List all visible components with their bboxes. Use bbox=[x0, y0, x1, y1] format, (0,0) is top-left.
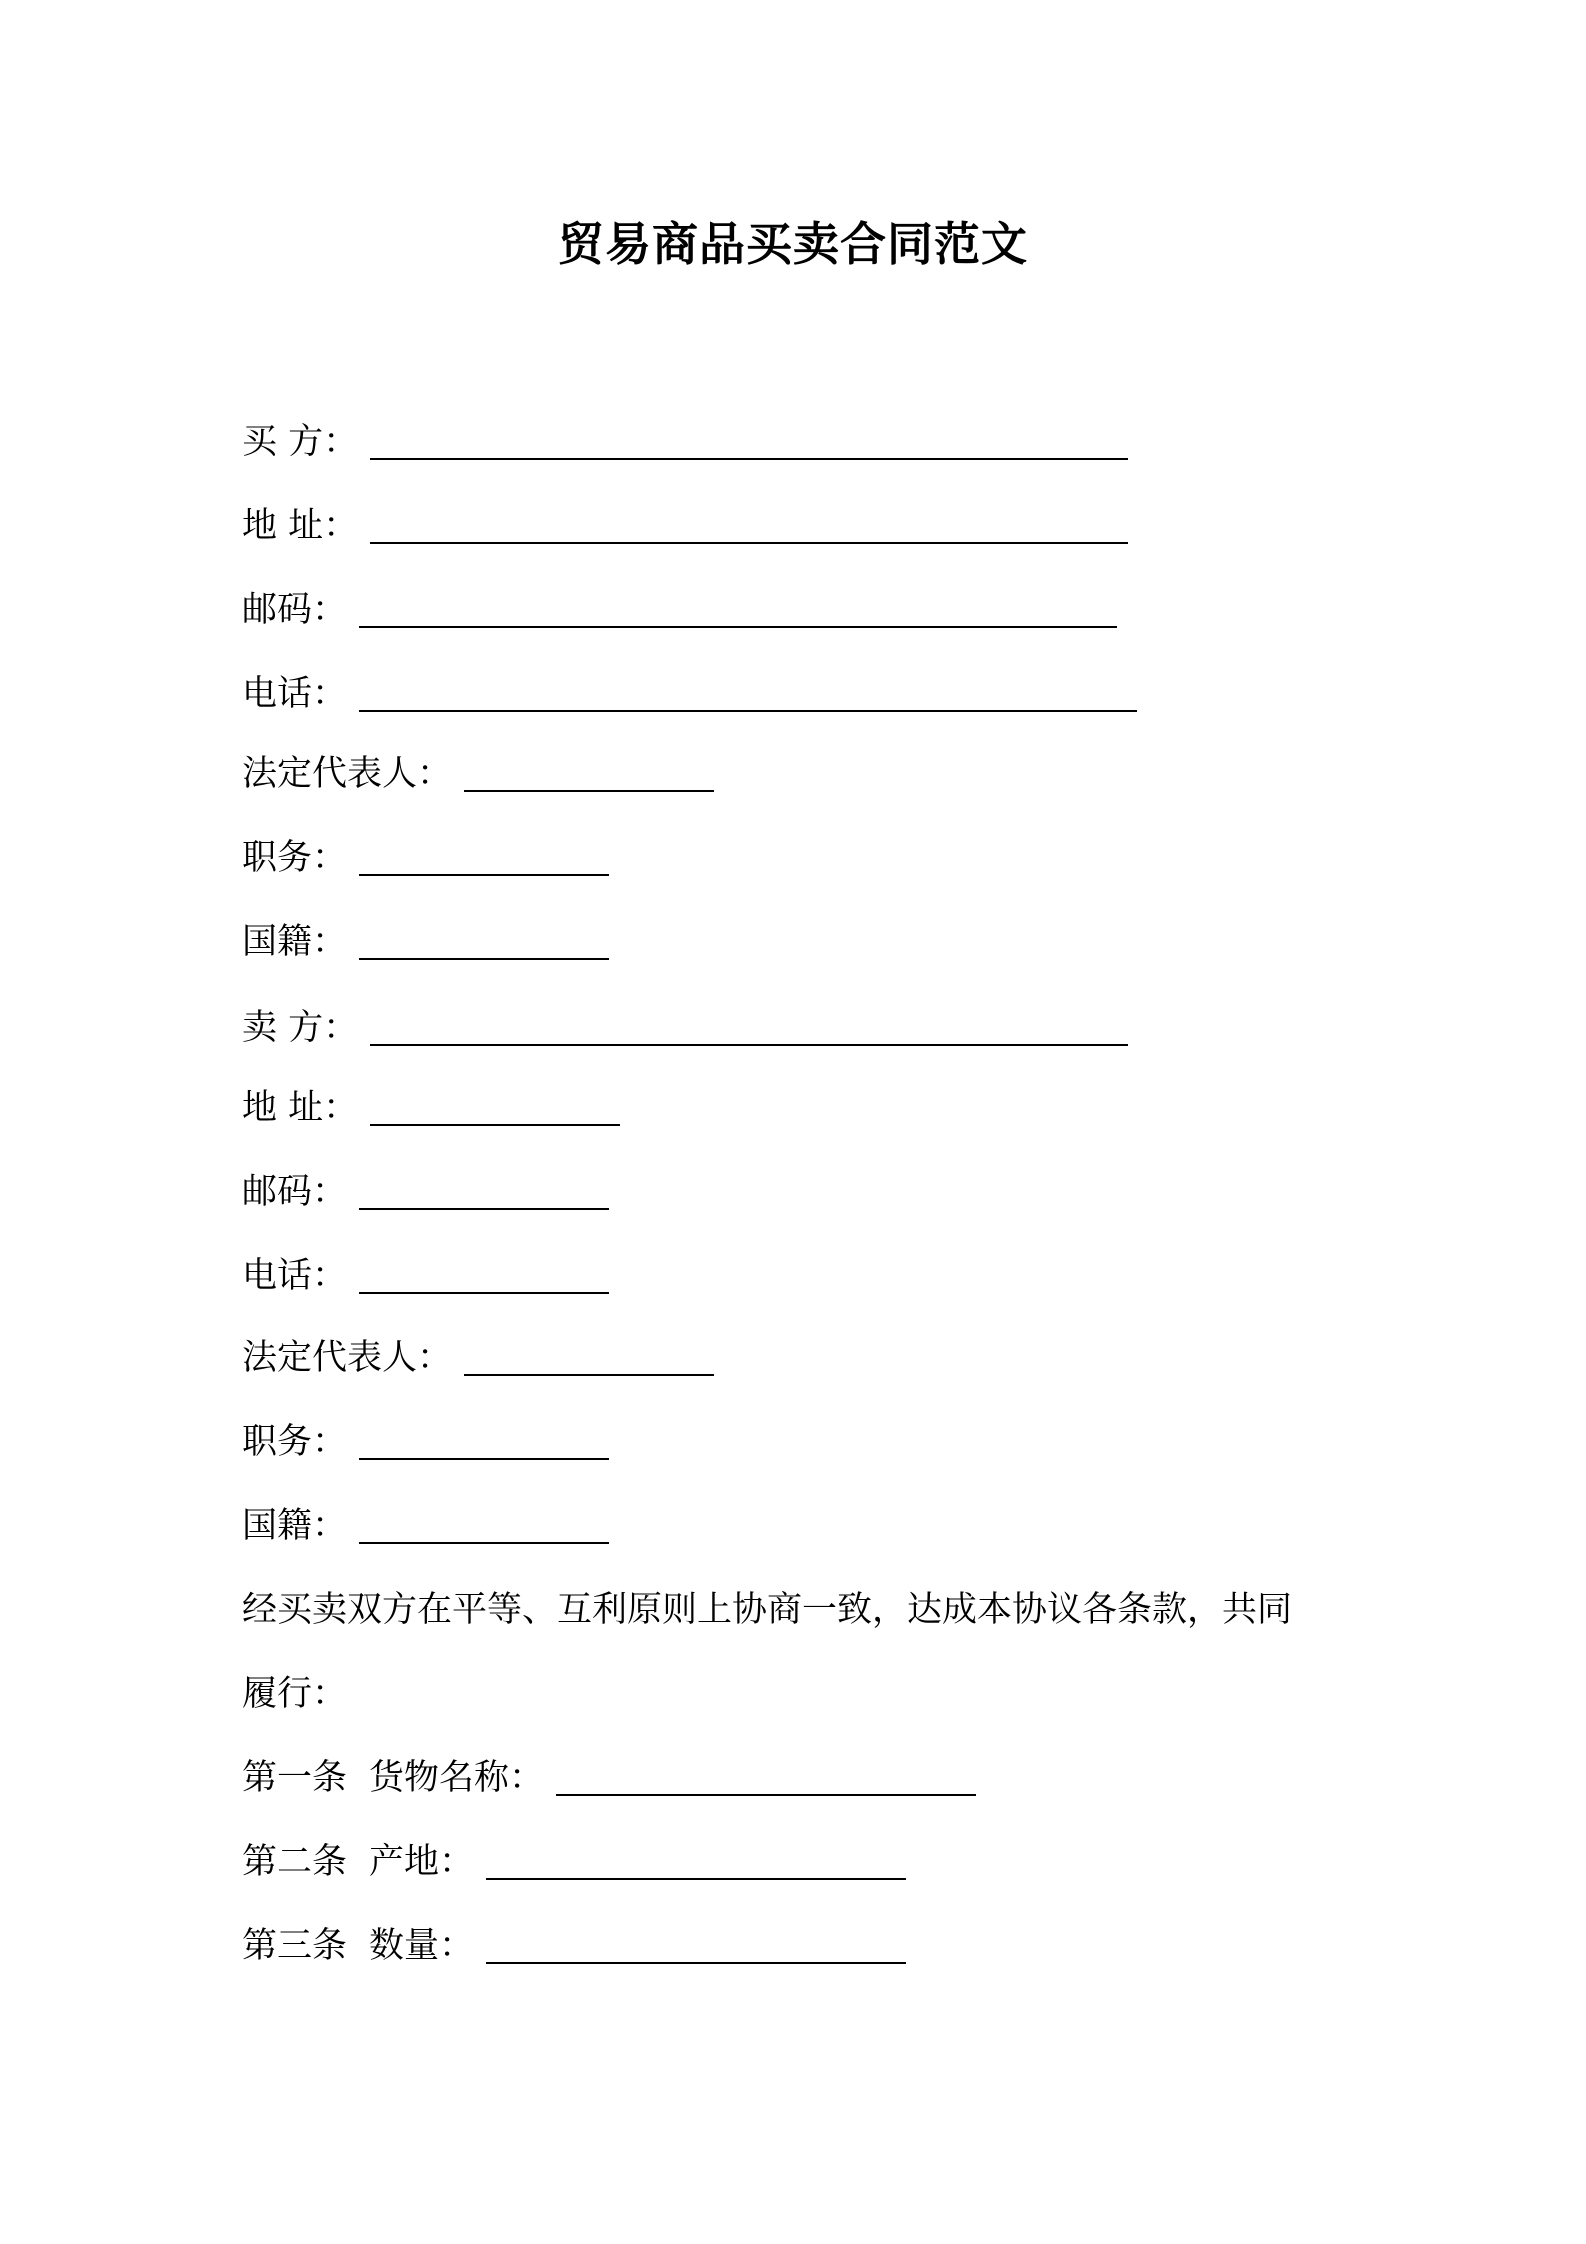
article-1-line bbox=[242, 1750, 976, 1806]
buyer-phone-line bbox=[242, 666, 1137, 722]
buyer-legal-rep-field[interactable] bbox=[464, 746, 714, 792]
buyer-name-line bbox=[242, 414, 1128, 470]
buyer-postcode-label: 邮码： bbox=[242, 590, 348, 630]
article-1-label: 货物名称： bbox=[369, 1758, 545, 1798]
seller-address-line bbox=[242, 1080, 620, 1136]
buyer-nationality-label: 国籍： bbox=[242, 922, 348, 962]
seller-phone-label: 电话： bbox=[242, 1256, 348, 1296]
seller-position-label: 职务： bbox=[242, 1422, 348, 1462]
seller-phone-line bbox=[242, 1248, 609, 1304]
seller-legal-rep-field[interactable] bbox=[464, 1330, 714, 1376]
article-1-field[interactable] bbox=[556, 1750, 976, 1796]
seller-legal-rep-line bbox=[242, 1330, 714, 1386]
article-2-number: 第二条 bbox=[242, 1842, 348, 1882]
buyer-position-line bbox=[242, 830, 609, 886]
seller-postcode-label: 邮码： bbox=[242, 1172, 348, 1212]
intro-paragraph-line-1: 经买卖双方在平等、互利原则上协商一致，达成本协议各条款，共同 bbox=[242, 1590, 1293, 1630]
seller-nationality-line bbox=[242, 1498, 609, 1554]
buyer-nationality-field[interactable] bbox=[359, 914, 609, 960]
buyer-postcode-field[interactable] bbox=[359, 582, 1117, 628]
buyer-name-field[interactable] bbox=[370, 414, 1128, 460]
buyer-phone-field[interactable] bbox=[359, 666, 1137, 712]
buyer-address-label: 地 址： bbox=[242, 506, 359, 546]
buyer-phone-label: 电话： bbox=[242, 674, 348, 714]
intro-paragraph-line-2: 履行： bbox=[242, 1674, 348, 1714]
seller-name-line bbox=[242, 1000, 1128, 1056]
buyer-legal-rep-line bbox=[242, 746, 714, 802]
seller-position-field[interactable] bbox=[359, 1414, 609, 1460]
buyer-legal-rep-label: 法定代表人： bbox=[242, 754, 453, 794]
seller-legal-rep-label: 法定代表人： bbox=[242, 1338, 453, 1378]
buyer-nationality-line bbox=[242, 914, 609, 970]
seller-address-label: 地 址： bbox=[242, 1088, 359, 1128]
article-1-number: 第一条 bbox=[242, 1758, 348, 1798]
seller-nationality-field[interactable] bbox=[359, 1498, 609, 1544]
buyer-name-label: 买 方： bbox=[242, 422, 359, 462]
seller-name-label: 卖 方： bbox=[242, 1008, 359, 1048]
seller-phone-field[interactable] bbox=[359, 1248, 609, 1294]
article-3-field[interactable] bbox=[486, 1918, 906, 1964]
seller-address-field[interactable] bbox=[370, 1080, 620, 1126]
buyer-address-field[interactable] bbox=[370, 498, 1128, 544]
article-2-label: 产地： bbox=[369, 1842, 475, 1882]
article-2-field[interactable] bbox=[486, 1834, 906, 1880]
seller-position-line bbox=[242, 1414, 609, 1470]
seller-postcode-line bbox=[242, 1164, 609, 1220]
article-3-line bbox=[242, 1918, 906, 1974]
article-3-label: 数量： bbox=[369, 1926, 475, 1966]
seller-postcode-field[interactable] bbox=[359, 1164, 609, 1210]
document-title: 贸易商品买卖合同范文 bbox=[558, 217, 1028, 271]
article-2-line bbox=[242, 1834, 906, 1890]
article-3-number: 第三条 bbox=[242, 1926, 348, 1966]
buyer-address-line bbox=[242, 498, 1128, 554]
buyer-position-field[interactable] bbox=[359, 830, 609, 876]
seller-nationality-label: 国籍： bbox=[242, 1506, 348, 1546]
buyer-postcode-line bbox=[242, 582, 1117, 638]
buyer-position-label: 职务： bbox=[242, 838, 348, 878]
seller-name-field[interactable] bbox=[370, 1000, 1128, 1046]
